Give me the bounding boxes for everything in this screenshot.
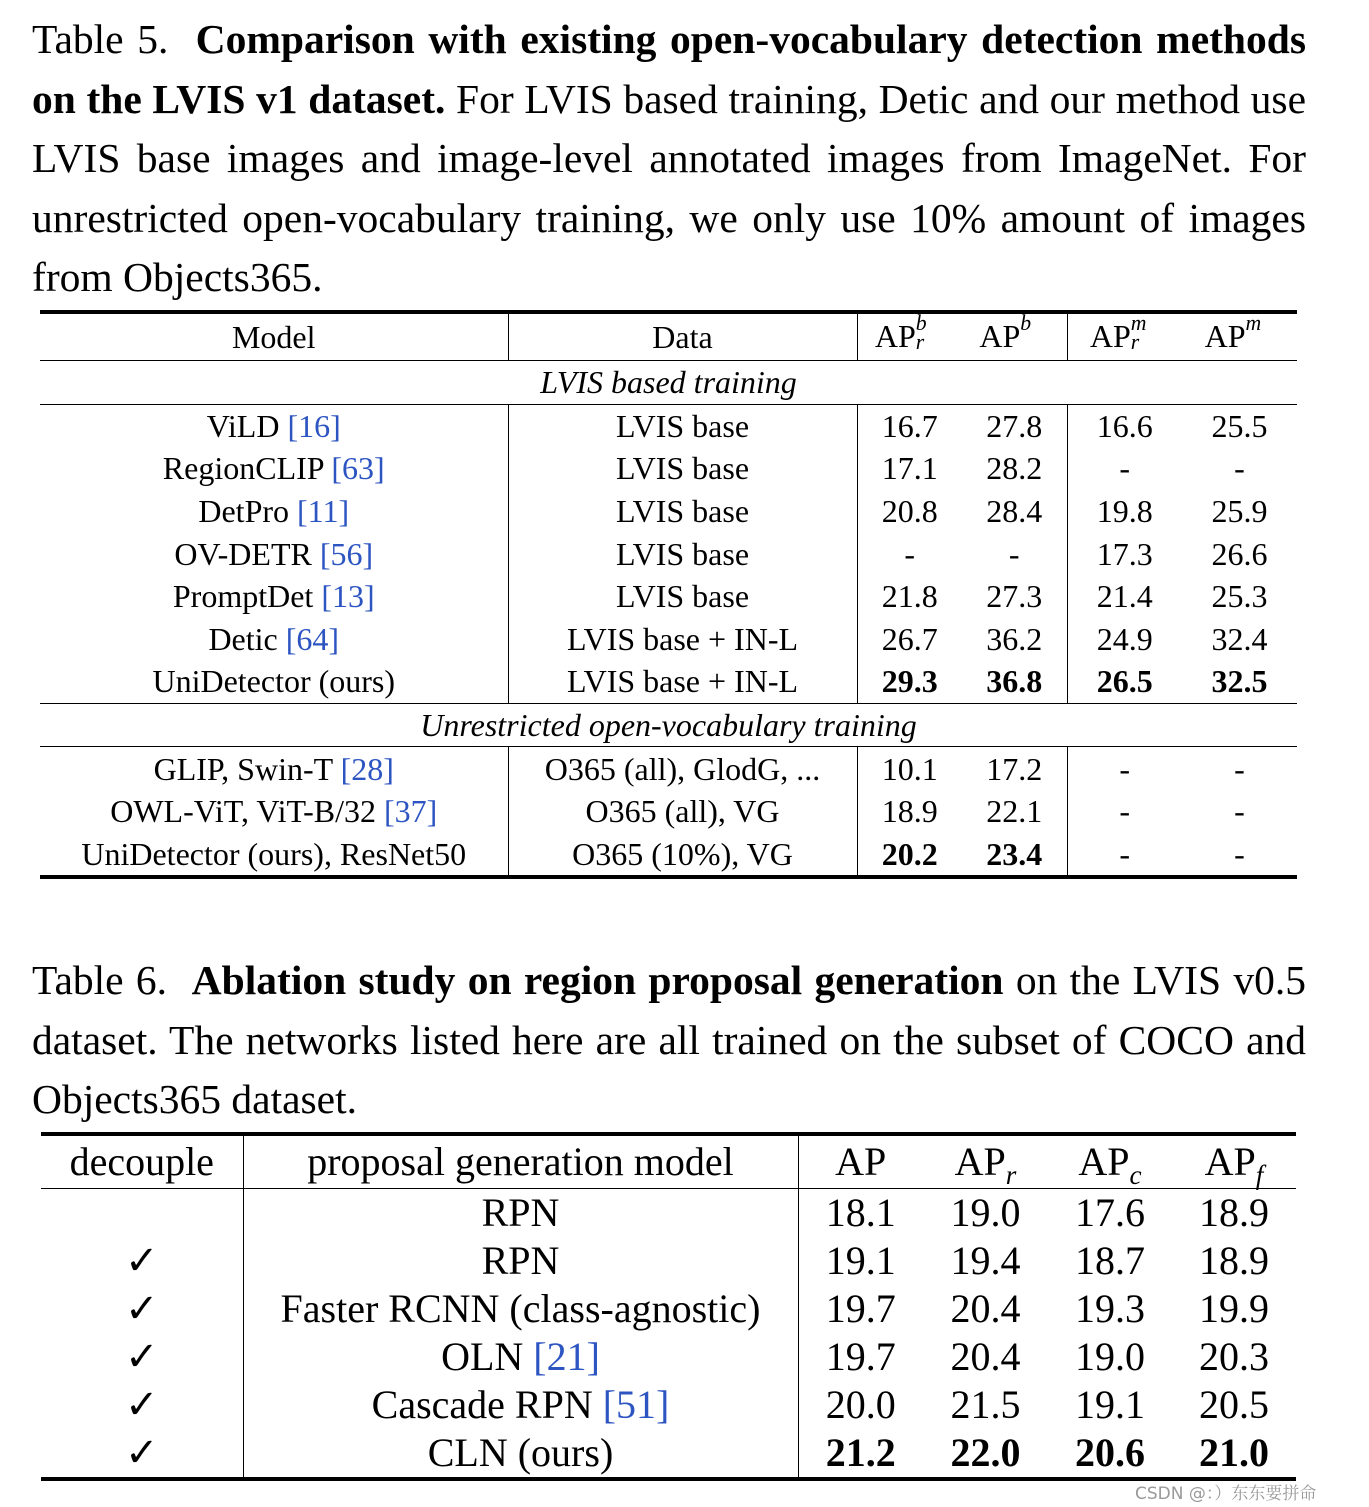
model-name: ViLD bbox=[206, 407, 280, 444]
model-cell bbox=[243, 1381, 798, 1429]
value-cell: 18.9 bbox=[881, 793, 938, 830]
decouple-cell bbox=[41, 1429, 243, 1479]
value-cell: 27.3 bbox=[962, 575, 1067, 618]
header-scripts bbox=[1245, 310, 1275, 353]
header-superscript: m bbox=[1130, 310, 1147, 335]
value-cell: 20.6 bbox=[1075, 1430, 1145, 1475]
decouple-cell bbox=[41, 1333, 243, 1381]
value-cell: 22.0 bbox=[950, 1430, 1021, 1475]
caption-text: For LVIS based training, Detic and our method use LVIS base images and image-level annotated images from ImageNet. For unrestricted open-vocabulary training, we only use 10% amount of images from Objects365. bbox=[32, 75, 1306, 300]
model-name: OV-DETR bbox=[174, 535, 312, 572]
value-cell: - bbox=[1119, 793, 1131, 830]
value-cell: 19.0 bbox=[1075, 1334, 1145, 1379]
checkmark-icon: ✓ bbox=[124, 1334, 159, 1379]
header-superscript: m bbox=[1245, 310, 1262, 335]
value-cell: 25.5 bbox=[1211, 407, 1268, 444]
value-cell: 25.3 bbox=[1211, 578, 1268, 615]
citation-link[interactable]: [21] bbox=[533, 1334, 600, 1379]
model-cell bbox=[40, 618, 508, 661]
decouple-cell bbox=[41, 1381, 243, 1429]
header-ap-text: AP bbox=[1204, 1139, 1256, 1184]
data-cell: O365 (10%), VG bbox=[508, 833, 857, 878]
header-subscript: r bbox=[1005, 1160, 1017, 1190]
section-title: LVIS based training bbox=[40, 361, 1297, 405]
model-name: RegionCLIP bbox=[162, 450, 324, 487]
value-cell: 26.6 bbox=[1211, 535, 1268, 572]
value-cell: 21.2 bbox=[825, 1430, 896, 1475]
model-cell bbox=[40, 747, 508, 790]
caption-title: Comparison with existing open-vocabulary detection methods on the LVIS v1 dataset. bbox=[32, 16, 1306, 122]
caption-label: Table 6. bbox=[32, 957, 168, 1003]
value-cell: 26.5 bbox=[1096, 663, 1153, 700]
model-cell bbox=[40, 532, 508, 575]
value-cell: 19.1 bbox=[1075, 1382, 1145, 1427]
header-ap-text: AP bbox=[954, 1139, 1006, 1184]
value-cell: 17.6 bbox=[1075, 1190, 1145, 1235]
data-cell: LVIS base bbox=[508, 532, 857, 575]
section-title: Unrestricted open-vocabulary training bbox=[40, 703, 1297, 747]
value-cell: - bbox=[962, 532, 1067, 575]
citation-link[interactable]: [64] bbox=[285, 620, 340, 657]
checkmark-icon: ✓ bbox=[124, 1430, 159, 1475]
header-ap-f bbox=[1172, 1134, 1296, 1189]
section-row bbox=[40, 703, 1297, 747]
model-cell bbox=[40, 660, 508, 703]
header-subscript: r bbox=[915, 330, 925, 355]
table6-header-row bbox=[41, 1134, 1296, 1189]
header-proposal-model: proposal generation model bbox=[243, 1134, 798, 1189]
model-name: Faster RCNN (class-agnostic) bbox=[280, 1286, 761, 1331]
value-cell: 17.3 bbox=[1096, 535, 1153, 572]
value-cell: 36.2 bbox=[962, 618, 1067, 661]
header-ap-r-b bbox=[857, 312, 962, 361]
header-ap-m bbox=[1182, 312, 1297, 361]
table-row bbox=[40, 660, 1297, 703]
table5-caption bbox=[32, 10, 1306, 308]
value-cell: 19.3 bbox=[1075, 1286, 1145, 1331]
value-cell: 20.3 bbox=[1199, 1334, 1269, 1379]
header-scripts bbox=[1130, 310, 1160, 355]
header-ap: AP bbox=[798, 1134, 923, 1189]
value-cell: 16.7 bbox=[881, 407, 938, 444]
decouple-cell bbox=[41, 1189, 243, 1238]
value-cell: 19.1 bbox=[825, 1238, 896, 1283]
value-cell: 20.4 bbox=[950, 1286, 1021, 1331]
watermark: CSDN @：）东东要拼命 bbox=[1135, 1484, 1317, 1504]
value-cell: 19.7 bbox=[825, 1334, 896, 1379]
table-row bbox=[40, 833, 1297, 878]
value-cell: 28.4 bbox=[962, 490, 1067, 533]
value-cell: 21.8 bbox=[881, 578, 938, 615]
header-superscript: b bbox=[1020, 310, 1032, 335]
header-ap-text: AP bbox=[979, 318, 1021, 354]
data-cell: O365 (all), GlodG, ... bbox=[508, 747, 857, 790]
value-cell: 18.7 bbox=[1075, 1238, 1145, 1283]
table-row bbox=[40, 575, 1297, 618]
value-cell: - bbox=[1119, 835, 1131, 872]
model-cell bbox=[40, 575, 508, 618]
citation-link[interactable]: [28] bbox=[340, 750, 394, 787]
header-ap-text: AP bbox=[1204, 318, 1246, 354]
caption-text: on the LVIS v0.5 dataset. The networks listed here are all trained on the subset of COCO and Objects365 dataset. bbox=[32, 957, 1307, 1122]
model-name: UniDetector (ours), ResNet50 bbox=[81, 835, 467, 872]
header-scripts bbox=[1020, 310, 1049, 353]
header-subscript: f bbox=[1255, 1160, 1264, 1190]
value-cell: - bbox=[1119, 750, 1131, 787]
checkmark-icon: ✓ bbox=[124, 1286, 159, 1331]
table-row bbox=[41, 1381, 1296, 1429]
table-row bbox=[40, 404, 1297, 447]
model-name: GLIP, Swin-T bbox=[153, 750, 333, 787]
model-cell bbox=[40, 833, 508, 878]
header-ap-c bbox=[1048, 1134, 1172, 1189]
value-cell: 25.9 bbox=[1211, 493, 1268, 530]
value-cell: 18.9 bbox=[1199, 1190, 1269, 1235]
citation-link[interactable]: [51] bbox=[602, 1382, 670, 1427]
value-cell: 28.2 bbox=[962, 447, 1067, 490]
value-cell: 18.9 bbox=[1199, 1238, 1269, 1283]
model-cell bbox=[40, 490, 508, 533]
value-cell: 21.0 bbox=[1199, 1430, 1269, 1475]
value-cell: 18.1 bbox=[825, 1190, 896, 1235]
citation-link[interactable]: [63] bbox=[331, 450, 385, 487]
table-row bbox=[41, 1429, 1296, 1479]
model-name: OLN bbox=[441, 1334, 524, 1379]
header-ap-r bbox=[923, 1134, 1048, 1189]
checkmark-icon: ✓ bbox=[124, 1238, 159, 1283]
value-cell: 20.0 bbox=[825, 1382, 896, 1427]
citation-link[interactable]: [11] bbox=[297, 493, 350, 530]
value-cell: 20.8 bbox=[881, 493, 938, 530]
citation-link[interactable]: [13] bbox=[321, 578, 375, 615]
value-cell: - bbox=[1234, 793, 1245, 830]
table5-header-row bbox=[40, 312, 1297, 361]
value-cell: 20.4 bbox=[950, 1334, 1021, 1379]
citation-link[interactable]: [16] bbox=[287, 407, 341, 444]
model-name: DetPro bbox=[198, 493, 290, 530]
value-cell: 26.7 bbox=[881, 620, 938, 657]
value-cell: 19.7 bbox=[825, 1286, 896, 1331]
data-cell: LVIS base bbox=[508, 404, 857, 447]
header-scripts bbox=[915, 310, 945, 355]
value-cell: - bbox=[1119, 450, 1131, 487]
citation-link[interactable]: [56] bbox=[319, 535, 374, 572]
header-subscript: c bbox=[1129, 1160, 1142, 1190]
value-cell: 10.1 bbox=[881, 750, 938, 787]
header-subscript: r bbox=[1130, 330, 1140, 355]
header-decouple: decouple bbox=[41, 1134, 243, 1189]
value-cell: 24.9 bbox=[1096, 620, 1153, 657]
value-cell: - bbox=[904, 535, 916, 572]
table5 bbox=[40, 310, 1297, 879]
table-row bbox=[41, 1285, 1296, 1333]
model-name: OWL-ViT, ViT-B/32 bbox=[110, 793, 376, 830]
model-name: UniDetector (ours) bbox=[152, 663, 396, 700]
model-name: Cascade RPN bbox=[371, 1382, 593, 1427]
table6-caption bbox=[32, 951, 1306, 1130]
value-cell: 21.4 bbox=[1096, 578, 1153, 615]
value-cell: 36.8 bbox=[962, 660, 1067, 703]
table-row bbox=[40, 747, 1297, 790]
model-name: CLN (ours) bbox=[427, 1430, 614, 1475]
value-cell: 27.8 bbox=[962, 404, 1067, 447]
table-row bbox=[40, 790, 1297, 833]
model-name: PromptDet bbox=[172, 578, 314, 615]
data-cell: LVIS base + IN-L bbox=[508, 618, 857, 661]
section-row bbox=[40, 361, 1297, 405]
caption-label: Table 5. bbox=[32, 16, 169, 62]
value-cell: 32.4 bbox=[1211, 620, 1268, 657]
value-cell: 22.1 bbox=[962, 790, 1067, 833]
data-cell: LVIS base + IN-L bbox=[508, 660, 857, 703]
value-cell: 20.2 bbox=[881, 835, 938, 872]
table-row bbox=[41, 1333, 1296, 1381]
model-name: RPN bbox=[481, 1190, 560, 1235]
header-data: Data bbox=[508, 312, 857, 361]
data-cell: O365 (all), VG bbox=[508, 790, 857, 833]
decouple-cell bbox=[41, 1285, 243, 1333]
value-cell: 17.1 bbox=[881, 450, 938, 487]
value-cell: - bbox=[1234, 450, 1245, 487]
model-cell bbox=[40, 447, 508, 490]
table-row bbox=[40, 532, 1297, 575]
caption-title: Ablation study on region proposal generation bbox=[191, 957, 1004, 1003]
model-name: Detic bbox=[208, 620, 278, 657]
value-cell: 19.4 bbox=[950, 1238, 1021, 1283]
model-cell bbox=[40, 790, 508, 833]
decouple-cell bbox=[41, 1237, 243, 1285]
header-superscript: b bbox=[915, 310, 927, 335]
value-cell: - bbox=[1234, 750, 1245, 787]
model-cell bbox=[243, 1333, 798, 1381]
header-ap-text: AP bbox=[1078, 1139, 1130, 1184]
model-cell bbox=[243, 1237, 798, 1285]
data-cell: LVIS base bbox=[508, 447, 857, 490]
table-row bbox=[41, 1189, 1296, 1238]
citation-link[interactable]: [37] bbox=[383, 793, 438, 830]
header-ap-text: AP bbox=[874, 318, 916, 354]
table-row bbox=[40, 447, 1297, 490]
value-cell: 19.8 bbox=[1096, 493, 1153, 530]
value-cell: 21.5 bbox=[950, 1382, 1021, 1427]
value-cell: - bbox=[1234, 835, 1245, 872]
table-row bbox=[40, 618, 1297, 661]
checkmark-icon: ✓ bbox=[124, 1382, 159, 1427]
value-cell: 19.0 bbox=[950, 1190, 1021, 1235]
data-cell: LVIS base bbox=[508, 575, 857, 618]
value-cell: 17.2 bbox=[962, 747, 1067, 790]
model-cell bbox=[243, 1429, 798, 1479]
table-row bbox=[41, 1237, 1296, 1285]
model-cell bbox=[40, 404, 508, 447]
model-cell bbox=[243, 1189, 798, 1238]
header-model: Model bbox=[40, 312, 508, 361]
header-ap-text: AP bbox=[1089, 318, 1131, 354]
value-cell: 19.9 bbox=[1199, 1286, 1269, 1331]
value-cell: 20.5 bbox=[1199, 1382, 1269, 1427]
value-cell: 23.4 bbox=[962, 833, 1067, 878]
value-cell: 32.5 bbox=[1211, 663, 1268, 700]
data-cell: LVIS base bbox=[508, 490, 857, 533]
value-cell: 16.6 bbox=[1096, 407, 1153, 444]
model-name: RPN bbox=[481, 1238, 560, 1283]
model-cell bbox=[243, 1285, 798, 1333]
table6 bbox=[41, 1132, 1296, 1481]
value-cell: 29.3 bbox=[881, 663, 938, 700]
header-ap-r-m bbox=[1067, 312, 1182, 361]
table-row bbox=[40, 490, 1297, 533]
header-ap-b bbox=[962, 312, 1067, 361]
